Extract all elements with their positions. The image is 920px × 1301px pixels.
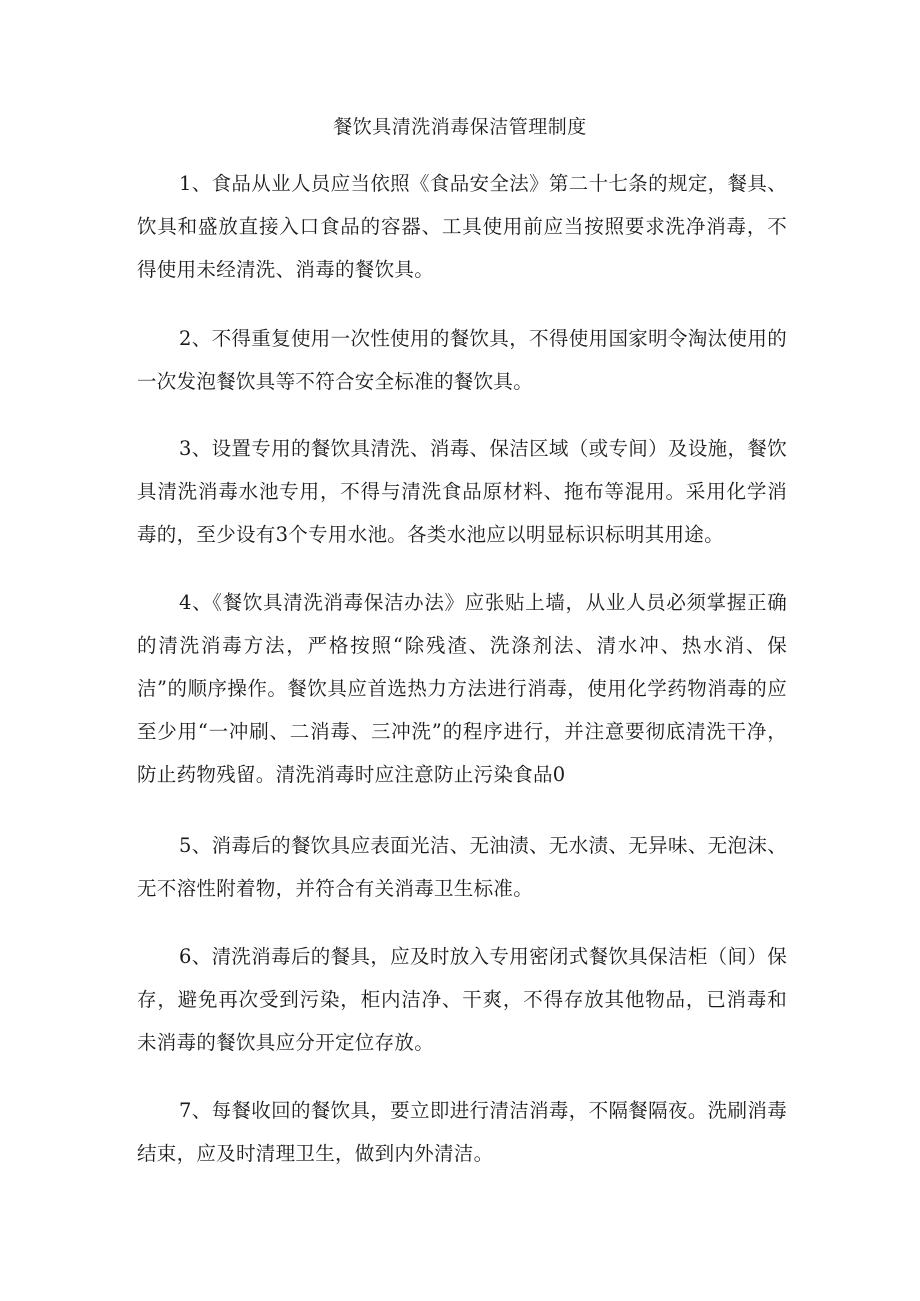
paragraph-3: 3、设置专用的餐饮具清洗、消毒、保洁区域（或专间）及设施，餐饮具清洗消毒水池专用，不得与清洗食品原材料、拖布等混用。采用化学消毒的，至少设有3个专用水池。各类水池应以明显标识标明其用途。 xyxy=(137,437,787,546)
paragraph-7: 7、每餐收回的餐饮具，要立即进行清洁消毒，不隔餐隔夜。洗刷消毒结束，应及时清理卫生，做到内外清洁。 xyxy=(137,1099,787,1165)
paragraph-6: 6、清洗消毒后的餐具，应及时放入专用密闭式餐饮具保洁柜（间）保存，避免再次受到污染，柜内洁净、干爽，不得存放其他物品，已消毒和未消毒的餐饮具应分开定位存放。 xyxy=(137,945,787,1054)
paragraph-1: 1、食品从业人员应当依照《食品安全法》第二十七条的规定，餐具、饮具和盛放直接入口食品的容器、工具使用前应当按照要求洗净消毒，不得使用未经清洗、消毒的餐饮具。 xyxy=(137,172,787,281)
paragraph-2: 2、不得重复使用一次性使用的餐饮具，不得使用国家明令淘汰使用的一次发泡餐饮具等不符合安全标准的餐饮具。 xyxy=(137,327,787,393)
page-title: 餐饮具清洗消毒保洁管理制度 xyxy=(333,116,587,138)
paragraph-5: 5、消毒后的餐饮具应表面光洁、无油渍、无水渍、无异味、无泡沫、无不溶性附着物，并符合有关消毒卫生标准。 xyxy=(137,834,787,900)
paragraph-4: 4、《餐饮具清洗消毒保洁办法》应张贴上墙，从业人员必须掌握正确的清洗消毒方法，严格按照“除残渣、洗涤剂法、清水冲、热水消、保洁”的顺序操作。餐饮具应首选热力方法进行消毒，使用化学药物消毒的应至少用“一冲刷、二消毒、三冲洗”的程序进行，并注意要彻底清洗干净，防止药物残留。清洗消毒时应注意防止污染食品0 xyxy=(137,591,787,786)
